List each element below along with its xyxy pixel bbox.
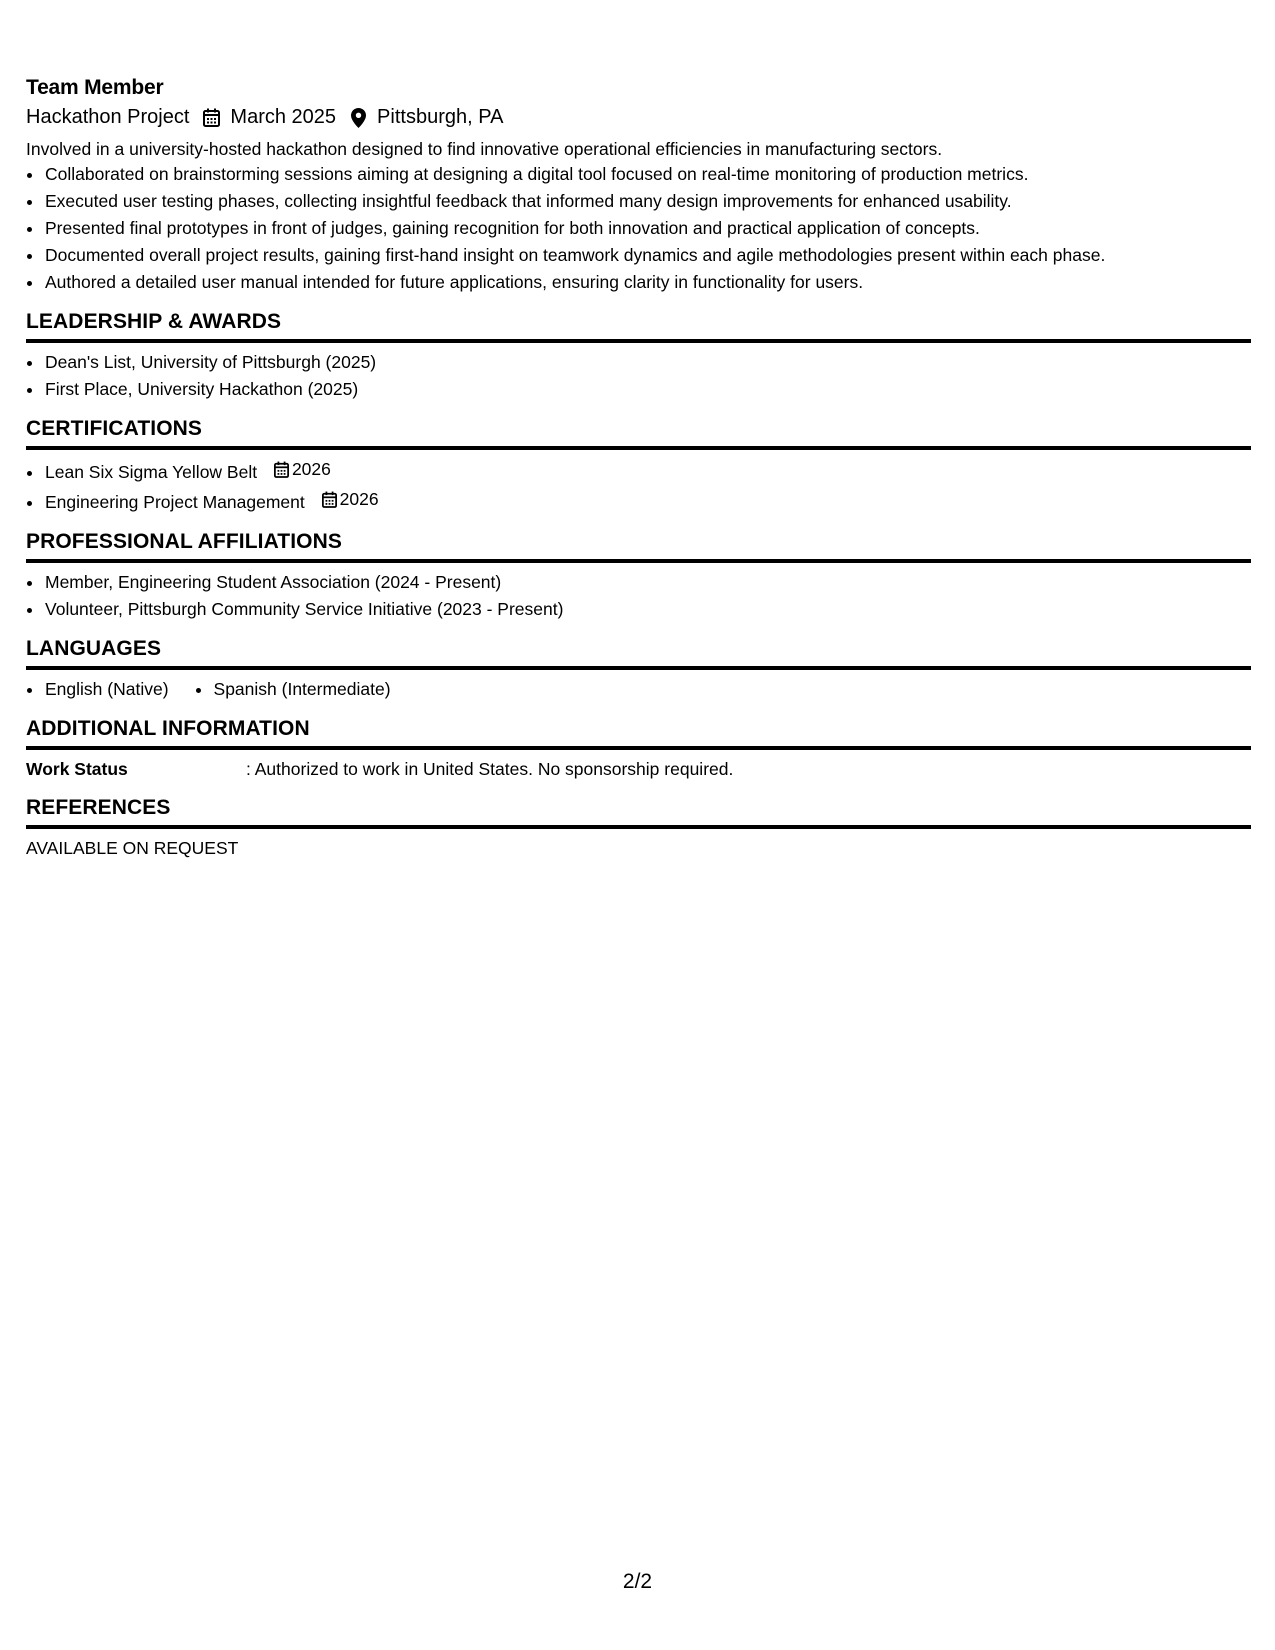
references-section [26, 796, 1251, 861]
list-item: • Volunteer, Pittsburgh Community Service Initiative (2023 - Present) [44, 596, 1251, 623]
list-item: • Presented final prototypes in front of judges, gaining recognition for both innovation and practical application of concepts. [44, 215, 1251, 242]
calendar-icon [202, 108, 220, 128]
list-item: • Collaborated on brainstorming sessions aiming at designing a digital tool focused on real-time monitoring of production metrics. [44, 161, 1251, 188]
list-item: • Authored a detailed user manual intended for future applications, ensuring clarity in functionality for users. [44, 269, 1251, 296]
list-item: • Dean's List, University of Pittsburgh (2025) [44, 349, 1251, 376]
resume-page [26, 76, 1251, 861]
cert-name: Lean Six Sigma Yellow Belt [45, 462, 258, 482]
list-item [44, 456, 1251, 486]
calendar-icon [322, 491, 337, 508]
cert-name: Engineering Project Management [45, 492, 305, 512]
cert-year: 2026 [291, 459, 331, 479]
work-status-label: Work Status [26, 759, 128, 779]
list-item [44, 486, 1251, 516]
section-heading: PROFESSIONAL AFFILIATIONS [26, 530, 1251, 563]
work-status-value: : Authorized to work in United States. No sponsorship required. [246, 759, 734, 779]
languages-section [26, 637, 1251, 703]
list-item: • Executed user testing phases, collecting insightful feedback that informed many design improvements for enhanced usability. [44, 188, 1251, 215]
certifications-section [26, 417, 1251, 516]
section-heading: LEADERSHIP & AWARDS [26, 310, 1251, 343]
role-description: Involved in a university-hosted hackathon designed to find innovative operational efficiencies in manufacturing sectors. [26, 139, 943, 159]
work-status-row [26, 756, 1251, 782]
section-heading: CERTIFICATIONS [26, 417, 1251, 450]
role-location: Pittsburgh, PA [377, 106, 504, 128]
list-item: • First Place, University Hackathon (2025) [44, 376, 1251, 403]
references-text: AVAILABLE ON REQUEST [26, 838, 239, 858]
list-item: • Spanish (Intermediate) [213, 676, 391, 703]
additional-info-section [26, 717, 1251, 782]
cert-year: 2026 [339, 489, 379, 509]
role-meta [26, 106, 1251, 129]
affiliations-section [26, 530, 1251, 623]
section-heading: LANGUAGES [26, 637, 1251, 670]
section-heading: REFERENCES [26, 796, 1251, 829]
experience-entry [26, 76, 1251, 296]
leadership-section [26, 310, 1251, 403]
section-heading: ADDITIONAL INFORMATION [26, 717, 1251, 750]
role-bullets [26, 161, 1251, 296]
calendar-icon [274, 461, 289, 478]
role-date: March 2025 [230, 106, 337, 128]
role-title: Team Member [26, 76, 164, 99]
location-pin-icon [349, 108, 367, 128]
cert-date [322, 486, 379, 513]
list-item: • English (Native) [44, 676, 169, 703]
page-number: 2/2 [622, 1570, 653, 1593]
cert-date [274, 456, 331, 483]
list-item: • Documented overall project results, gaining first-hand insight on teamwork dynamics and agile methodologies present within each phase. [44, 242, 1251, 269]
list-item: • Member, Engineering Student Association (2024 - Present) [44, 569, 1251, 596]
organization: Hackathon Project [26, 106, 190, 128]
